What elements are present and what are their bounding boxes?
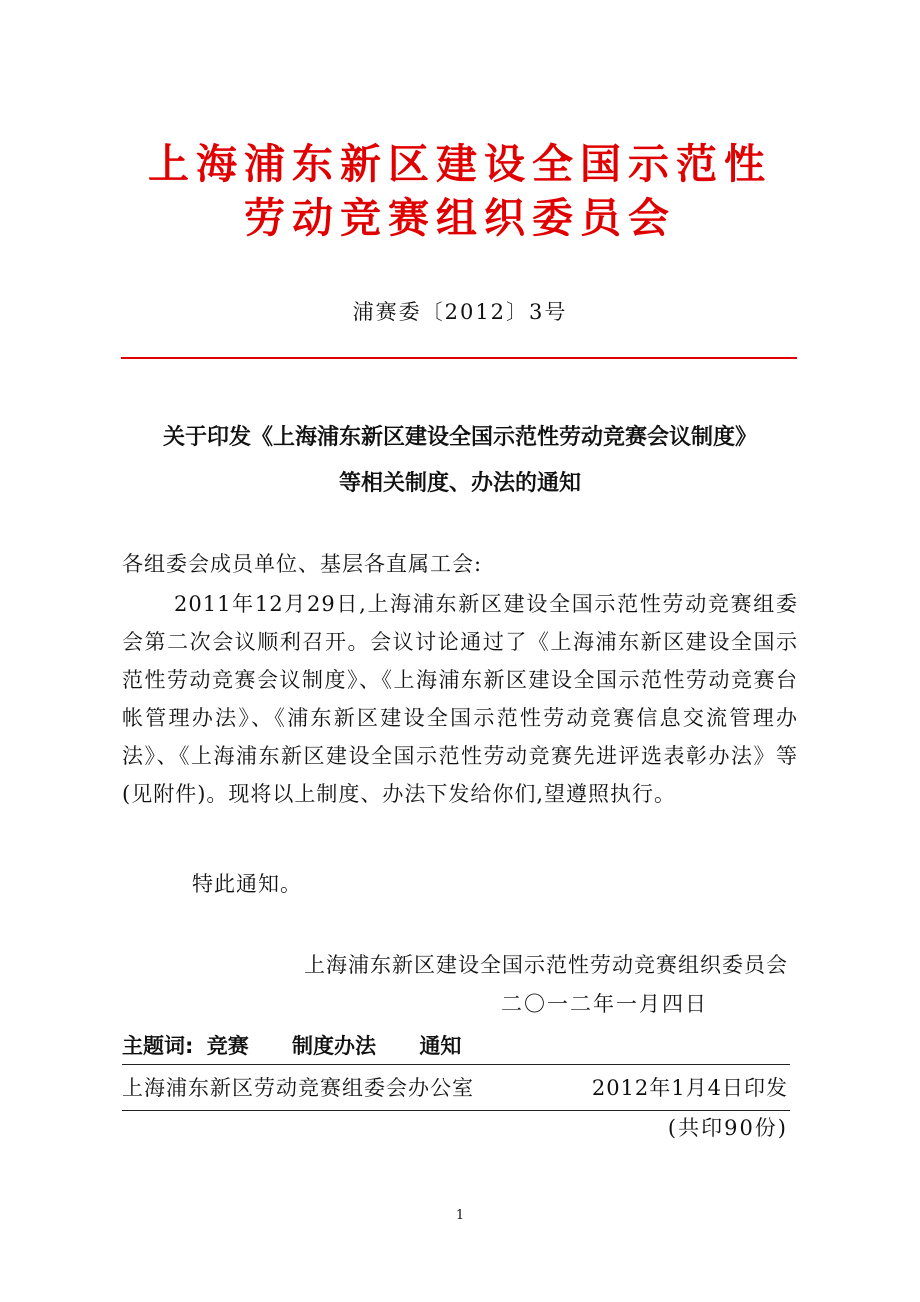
keywords-label: 主题词: bbox=[122, 1034, 194, 1058]
subject-line1: 关于印发《上海浦东新区建设全国示范性劳动竞赛会议制度》 bbox=[162, 425, 757, 450]
header-title-line1: 上海浦东新区建设全国示范性 bbox=[148, 140, 772, 188]
signature-date: 二〇一二年一月四日 bbox=[501, 992, 708, 1016]
keywords-row bbox=[122, 1030, 497, 1060]
issuing-office: 上海浦东新区劳动竞赛组委会办公室 bbox=[122, 1076, 474, 1100]
signature-organization: 上海浦东新区建设全国示范性劳动竞赛组织委员会 bbox=[304, 953, 788, 977]
addressee: 各组委会成员单位、基层各直属工会: bbox=[122, 552, 483, 576]
closing-line: 特此通知。 bbox=[192, 872, 302, 896]
header-title-line2: 劳动竞赛组织委员会 bbox=[244, 194, 676, 242]
body-paragraph: 2011年12月29日,上海浦东新区建设全国示范性劳动竞赛组委会第二次会议顺利召开。会议讨论通过了《上海浦东新区建设全国示范性劳动竞赛会议制度》、《上海浦东新区建设全国示范性劳动竞赛台帐管理办法》、《浦东新区建设全国示范性劳动竞赛信息交流管理办法》、《上海浦东新区建设全国示范性劳动竞赛先进评选表彰办法》等(见附件)。现将以上制度、办法下发给你们,望遵照执行。 bbox=[122, 592, 798, 806]
document-number: 浦赛委〔2012〕3号 bbox=[352, 300, 568, 324]
keyword-item: 通知 bbox=[419, 1034, 462, 1058]
keyword-item: 制度办法 bbox=[292, 1034, 377, 1058]
footer-rule-bottom bbox=[122, 1110, 790, 1111]
keyword-item: 竞赛 bbox=[206, 1034, 249, 1058]
copies-count: (共印90份) bbox=[667, 1116, 788, 1140]
page-number: 1 bbox=[455, 1208, 465, 1223]
red-divider bbox=[121, 357, 797, 359]
footer-rule-top bbox=[122, 1064, 790, 1065]
subject-line2: 等相关制度、办法的通知 bbox=[338, 471, 581, 496]
issue-date: 2012年1月4日印发 bbox=[591, 1076, 788, 1100]
